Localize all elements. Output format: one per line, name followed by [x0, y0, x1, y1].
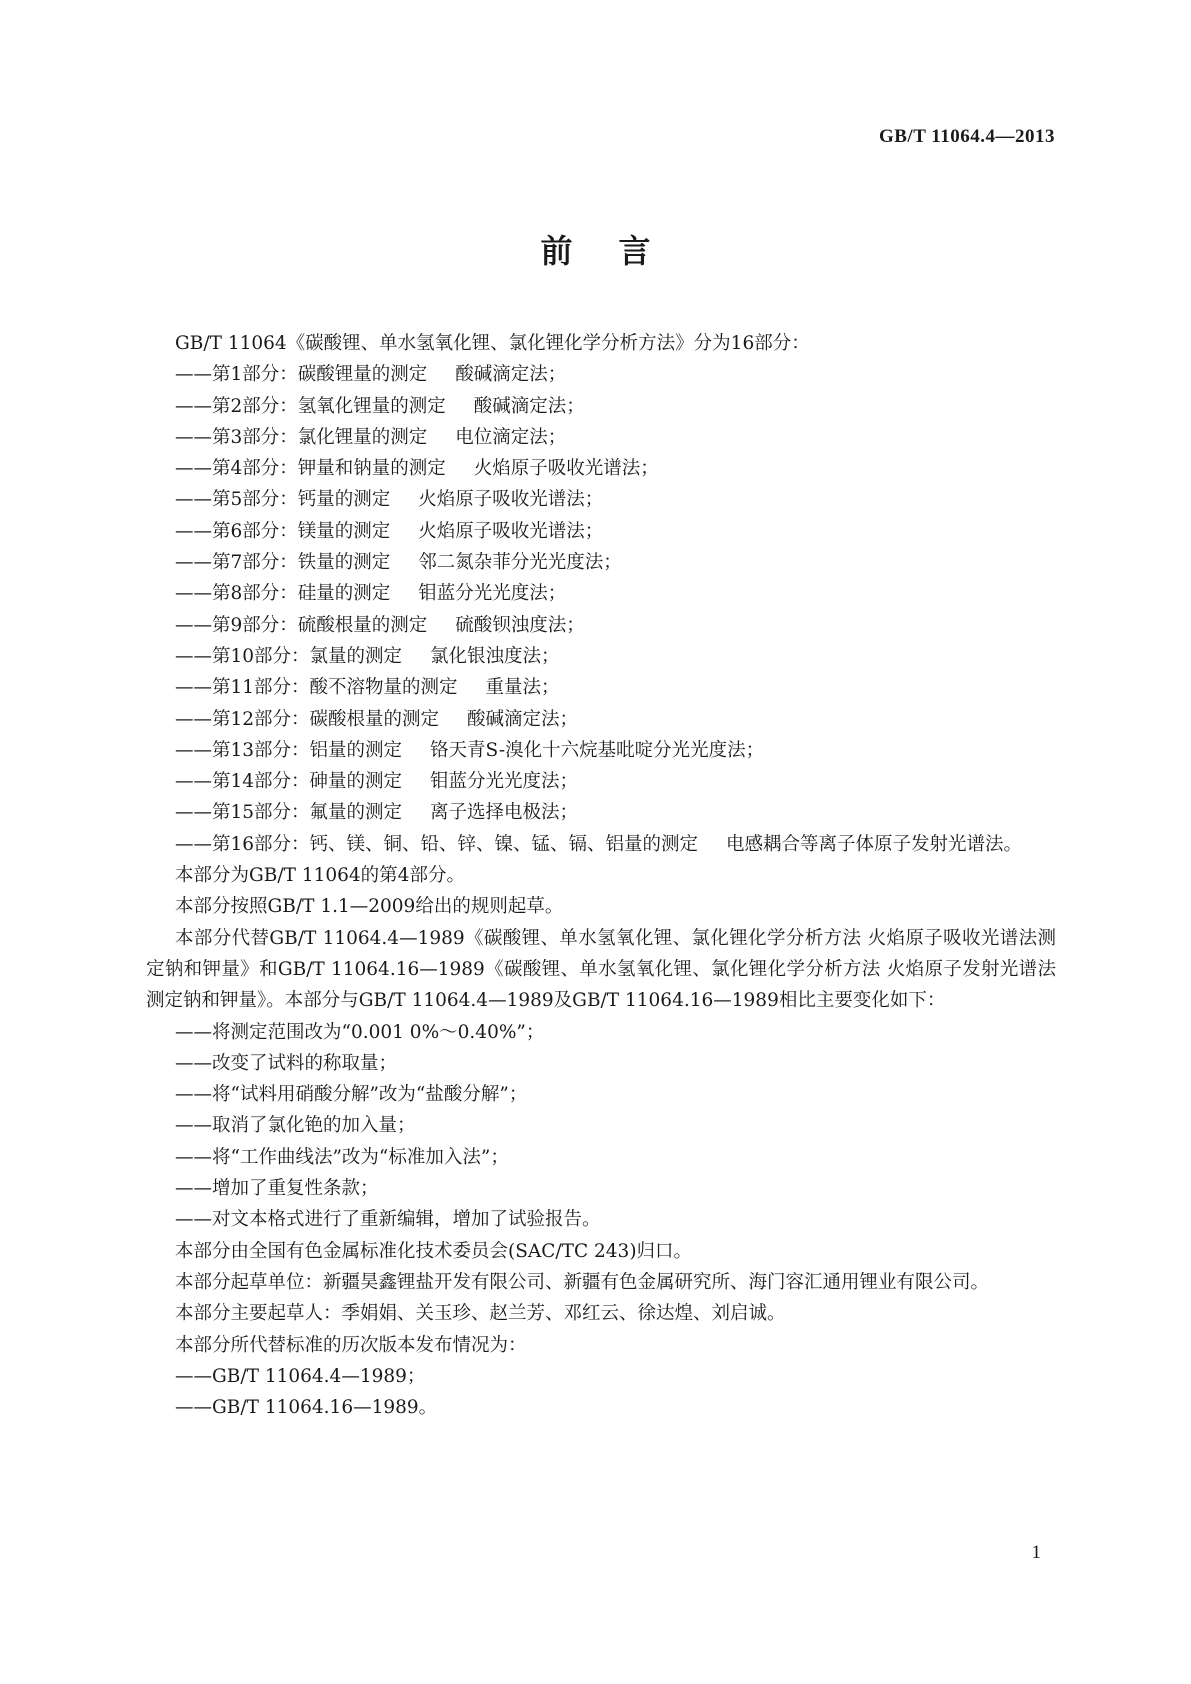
part-label: ——第1部分：碳酸锂量的测定: [175, 364, 428, 386]
list-item: ——将测定范围改为“0.001 0%～0.40%”；: [175, 1021, 545, 1043]
replacement-paragraph: 本部分代替GB/T 11064.4—1989《碳酸锂、单水氢氧化锂、氯化锂化学分析方法 火焰原子吸收光谱法测定钠和钾量》和GB/T 11064.16—1989《碳酸锂、单水氢氧化锂、氯化锂化学分析方法 火焰原子发射光谱法测定钠和钾量》。本部分与GB/T 11064.4—1989及GB/T 11064.16—1989相比主要变化如下：: [146, 927, 1056, 1012]
part-label: ——第6部分：镁量的测定: [175, 520, 391, 542]
part-label: ——第8部分：硅量的测定: [175, 583, 391, 605]
history-list: [146, 1361, 1056, 1424]
foreword-body: [146, 328, 1056, 1423]
part-method: 酸碱滴定法；: [467, 708, 579, 730]
list-item: [146, 453, 1056, 484]
drafting-units: 本部分起草单位：新疆昊鑫锂盐开发有限公司、新疆有色金属研究所、海门容汇通用锂业有限公司。: [175, 1271, 990, 1293]
intro-line: GB/T 11064《碳酸锂、单水氢氧化锂、氯化锂化学分析方法》分为16部分：: [175, 333, 810, 354]
list-item: [146, 547, 1056, 578]
committee-statement: 本部分由全国有色金属标准化技术委员会(SAC/TC 243)归口。: [175, 1240, 693, 1262]
part-label: ——第4部分：钾量和钠量的测定: [175, 458, 446, 480]
list-item: [146, 610, 1056, 641]
part-label: ——第7部分：铁量的测定: [175, 552, 391, 574]
list-item: [146, 359, 1056, 390]
part-method: 氯化银浊度法；: [430, 645, 560, 667]
part-method: 硫酸钡浊度法；: [455, 614, 585, 636]
part-label: ——第16部分：钙、镁、铜、铅、锌、镍、锰、镉、铝量的测定: [175, 833, 699, 855]
list-item: [146, 641, 1056, 672]
part-label: ——第14部分：砷量的测定: [175, 771, 403, 793]
list-item: [146, 735, 1056, 766]
parts-list: [146, 359, 1056, 860]
list-item: [146, 672, 1056, 703]
history-intro: 本部分所代替标准的历次版本发布情况为：: [175, 1334, 527, 1356]
part-label: ——第10部分：氯量的测定: [175, 645, 403, 667]
list-item: ——将“试料用硝酸分解”改为“盐酸分解”；: [175, 1084, 528, 1106]
list-item: ——将“工作曲线法”改为“标准加入法”；: [175, 1146, 509, 1168]
list-item: [146, 484, 1056, 515]
part-label: ——第13部分：铝量的测定: [175, 739, 403, 761]
part-label: ——第3部分：氯化锂量的测定: [175, 426, 428, 448]
part-label: ——第9部分：硫酸根量的测定: [175, 614, 428, 636]
part-method: 酸碱滴定法；: [473, 395, 585, 417]
part-statement: 本部分为GB/T 11064的第4部分。: [175, 865, 465, 887]
list-item: ——GB/T 11064.4—1989；: [175, 1365, 426, 1387]
part-label: ——第2部分：氢氧化锂量的测定: [175, 395, 446, 417]
part-method: 火焰原子吸收光谱法；: [418, 520, 604, 542]
part-method: 酸碱滴定法；: [455, 364, 567, 386]
list-item: ——取消了氯化铯的加入量；: [175, 1115, 416, 1137]
part-method: 重量法；: [485, 677, 560, 699]
list-item: [146, 829, 1056, 860]
part-method: 钼蓝分光光度法；: [430, 771, 579, 793]
list-item: ——对文本格式进行了重新编辑，增加了试验报告。: [175, 1209, 601, 1231]
page-number: 1: [1031, 1542, 1041, 1563]
standard-code: GB/T 11064.4—2013: [878, 126, 1055, 147]
list-item: [146, 422, 1056, 453]
part-method: 铬天青S-溴化十六烷基吡啶分光光度法；: [430, 739, 765, 761]
part-method: 火焰原子吸收光谱法；: [418, 489, 604, 511]
list-item: ——GB/T 11064.16—1989。: [175, 1397, 438, 1419]
list-item: [146, 516, 1056, 547]
part-label: ——第5部分：钙量的测定: [175, 489, 391, 511]
part-method: 邻二氮杂菲分光光度法；: [418, 552, 622, 574]
part-method: 离子选择电极法；: [430, 802, 579, 824]
part-label: ——第11部分：酸不溶物量的测定: [175, 677, 458, 699]
drafting-rule: 本部分按照GB/T 1.1—2009给出的规则起草。: [175, 896, 564, 918]
list-item: [146, 704, 1056, 735]
list-item: ——增加了重复性条款；: [175, 1178, 379, 1200]
part-label: ——第15部分：氟量的测定: [175, 802, 403, 824]
changes-list: [146, 1017, 1056, 1236]
part-method: 电感耦合等离子体原子发射光谱法。: [726, 833, 1023, 855]
part-method: 钼蓝分光光度法；: [418, 583, 567, 605]
part-method: 火焰原子吸收光谱法；: [473, 458, 659, 480]
part-method: 电位滴定法；: [455, 426, 567, 448]
list-item: [146, 766, 1056, 797]
list-item: [146, 578, 1056, 609]
list-item: [146, 797, 1056, 828]
part-label: ——第12部分：碳酸根量的测定: [175, 708, 440, 730]
page-title: 前言: [540, 232, 697, 270]
list-item: ——改变了试料的称取量；: [175, 1052, 398, 1074]
list-item: [146, 391, 1056, 422]
drafters: 本部分主要起草人：季娟娟、关玉珍、赵兰芳、邓红云、徐达煌、刘启诚。: [175, 1303, 786, 1325]
